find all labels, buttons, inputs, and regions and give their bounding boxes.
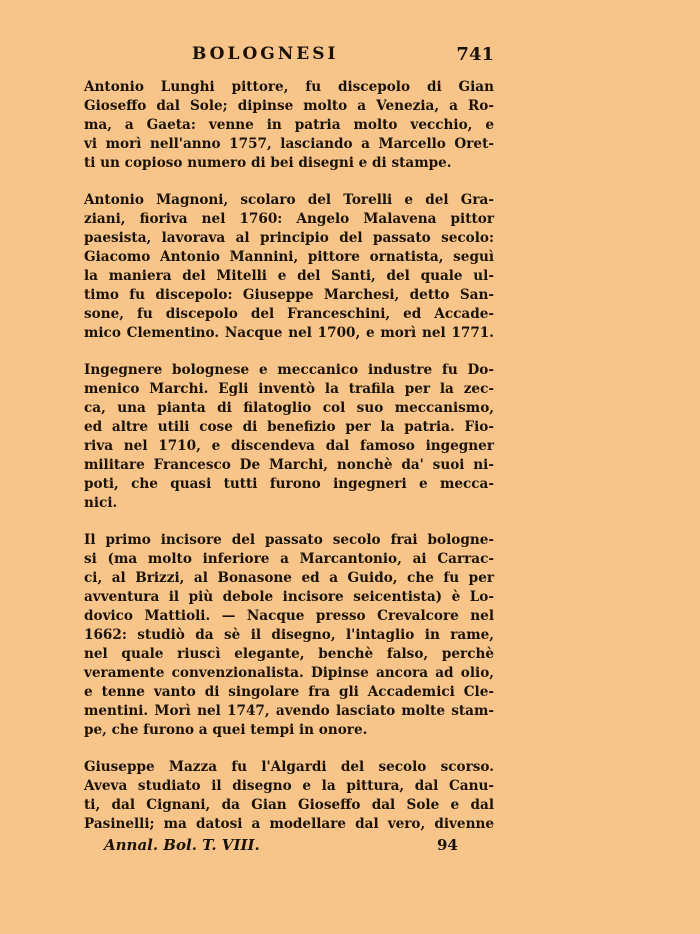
text-line: mentini. Morì nel 1747, avendo lasciato molte stam-	[84, 703, 494, 719]
text-line: timo fu discepolo: Giuseppe Marchesi, detto San-	[84, 287, 494, 303]
text-line: la maniera del Mitelli e del Santi, del quale ul-	[84, 268, 494, 284]
text-line: paesista, lavorava al principio del passato secolo:	[84, 230, 494, 246]
text-line: Aveva studiato il disegno e la pittura, dal Canu-	[84, 778, 494, 794]
text-line: Ingegnere bolognese e meccanico industre fu Do-	[84, 362, 494, 378]
text-line: ed altre utili cose di benefizio per la patria. Fio-	[84, 419, 494, 435]
text-line: Pasinelli; ma datosi a modellare dal vero, divenne	[84, 816, 494, 832]
page-footer	[104, 836, 464, 854]
page-body	[84, 42, 494, 852]
text-line: dovico Mattioli. — Nacque presso Crevalcore nel	[84, 608, 494, 624]
signature-number: 94	[437, 836, 458, 854]
text-line: riva nel 1710, e discendeva dal famoso ingegner	[84, 438, 494, 454]
text-line: mico Clementino. Nacque nel 1700, e morì nel 1771.	[84, 325, 494, 341]
text-line: Antonio Magnoni, scolaro del Torelli e del Gra-	[84, 192, 494, 208]
text-line: menico Marchi. Egli inventò la trafila per la zec-	[84, 381, 494, 397]
text-line: sone, fu discepolo del Franceschini, ed Accade-	[84, 306, 494, 322]
text-line: Antonio Lunghi pittore, fu discepolo di Gian	[84, 79, 494, 95]
text-line: ca, una pianta di filatoglio col suo meccanismo,	[84, 400, 494, 416]
paragraph-magnoni	[84, 191, 494, 343]
text-line: 1662: studiò da sè il disegno, l'intaglio in rame,	[84, 627, 494, 643]
paragraph-mattioli	[84, 531, 494, 740]
paragraph-marchi	[84, 361, 494, 513]
text-line: ti, dal Cignani, da Gian Gioseffo dal Sole e dal	[84, 797, 494, 813]
text-line: Giuseppe Mazza fu l'Algardi del secolo scorso.	[84, 759, 494, 775]
paragraph-mazza	[84, 758, 494, 834]
text-line: avventura il più debole incisore seicentista) è Lo-	[84, 589, 494, 605]
text-line: poti, che quasi tutti furono ingegneri e mecca-	[84, 476, 494, 492]
text-line: ma, a Gaeta: venne in patria molto vecchio, e	[84, 117, 494, 133]
text-line: si (ma molto inferiore a Marcantonio, ai Carrac-	[84, 551, 494, 567]
paragraph-lunghi	[84, 78, 494, 173]
text-line: Gioseffo dal Sole; dipinse molto a Venezia, a Ro-	[84, 98, 494, 114]
text-line: ziani, fioriva nel 1760: Angelo Malavena pittor	[84, 211, 494, 227]
running-title: BOLOGNESI	[192, 44, 339, 64]
text-line: militare Francesco De Marchi, nonchè da' suoi ni-	[84, 457, 494, 473]
page-number: 741	[456, 44, 494, 65]
text-line: Il primo incisore del passato secolo frai bologne-	[84, 532, 494, 548]
text-line: e tenne vanto di singolare fra gli Accademici Cle-	[84, 684, 494, 700]
text-line: nel quale riuscì elegante, benchè falso, perchè	[84, 646, 494, 662]
text-line: pe, che furono a quei tempi in onore.	[84, 722, 368, 738]
text-line: vi morì nell'anno 1757, lasciando a Marcello Oret-	[84, 136, 494, 152]
signature-mark: Annal. Bol. T. VIII.	[104, 836, 260, 854]
text-line: ti un copioso numero di bei disegni e di stampe.	[84, 155, 452, 171]
text-line: veramente convenzionalista. Dipinse ancora ad olio,	[84, 665, 494, 681]
page-header	[84, 42, 494, 68]
text-line: Giacomo Antonio Mannini, pittore ornatista, seguì	[84, 249, 494, 265]
text-line: nici.	[84, 495, 118, 511]
text-line: ci, al Brizzi, al Bonasone ed a Guido, che fu per	[84, 570, 494, 586]
